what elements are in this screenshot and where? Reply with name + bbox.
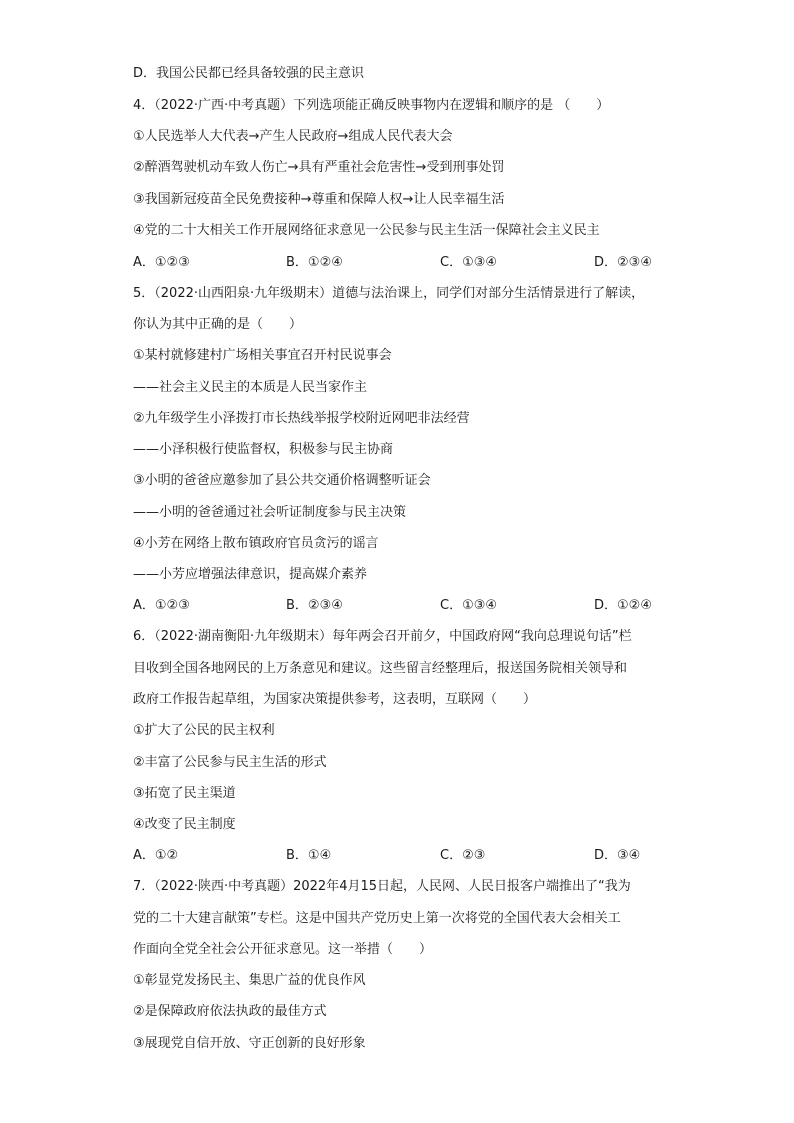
q4-option-c: C．①③④ [440, 255, 498, 270]
q6-stem-line-3: 政府工作报告起草组，为国家决策提供参考，这表明，互联网（ ） [133, 692, 537, 707]
q7-stem-line-3: 作面向全党全社会公开征求意见。这一举措（ ） [133, 942, 433, 957]
q6-statement-3: ③拓宽了民主渠道 [133, 786, 236, 801]
q6-option-d: D．③④ [594, 848, 641, 863]
q4-statement-2: ②醉酒驾驶机动车致人伤亡→具有严重社会危害性→受到刑事处罚 [133, 160, 505, 175]
q6-stem-line-2: 目收到全国各地网民的上万条意见和建议。这些留言经整理后，报送国务院相关领导和 [133, 661, 628, 676]
q4-statement-3: ③我国新冠疫苗全民免费接种→尊重和保障人权→让人民幸福生活 [133, 192, 505, 207]
q4-statement-4: ④党的二十大相关工作开展网络征求意见一公民参与民主生活一保障社会主义民主 [133, 223, 600, 238]
q3-option-d: D．我国公民都已经具备较强的民主意识 [133, 66, 365, 81]
q5-stem-line-2: 你认为其中正确的是（ ） [133, 317, 303, 332]
q5-option-b: B．②③④ [286, 598, 343, 613]
q6-statement-4: ④改变了民主制度 [133, 817, 236, 832]
q6-statement-2: ②丰富了公民参与民主生活的形式 [133, 755, 327, 770]
q5-statement-2-note: ——小泽积极行使监督权，积极参与民主协商 [133, 442, 394, 457]
q7-statement-3: ③展现党自信开放、守正创新的良好形象 [133, 1036, 366, 1051]
q5-statement-2: ②九年级学生小泽拨打市长热线举报学校附近网吧非法经营 [133, 411, 470, 426]
q5-statement-4: ④小芳在网络上散布镇政府官员贪污的谣言 [133, 536, 379, 551]
q7-stem-line-1: 7．（2022·陕西·中考真题）2022年4月15日起，人民网、人民日报客户端推出了“我为 [133, 879, 631, 894]
q5-option-c: C．①③④ [440, 598, 498, 613]
q4-stem: 4．（2022·广西·中考真题）下列选项能正确反映事物内在逻辑和顺序的是 （ ） [133, 98, 610, 113]
q4-option-b: B．①②④ [286, 255, 343, 270]
q5-statement-4-note: ——小芳应增强法律意识，提高媒介素养 [133, 567, 368, 582]
q6-option-b: B．①④ [286, 848, 332, 863]
q7-statement-2: ②是保障政府依法执政的最佳方式 [133, 1004, 327, 1019]
q7-stem-line-2: 党的二十大建言献策”专栏。这是中国共产党历史上第一次将党的全国代表大会相关工 [133, 911, 621, 926]
q4-statement-1: ①人民选举人大代表→产生人民政府→组成人民代表大会 [133, 129, 453, 144]
q5-statement-1-note: ——社会主义民主的本质是人民当家作主 [133, 380, 368, 395]
q5-option-d: D．①②④ [594, 598, 652, 613]
q7-statement-1: ①彰显党发扬民主、集思广益的优良作风 [133, 973, 366, 988]
q5-statement-1: ①某村就修建村广场相关事宜召开村民说事会 [133, 348, 392, 363]
q4-option-a: A．①②③ [133, 255, 190, 270]
q5-statement-3-note: ——小明的爸爸通过社会听证制度参与民主决策 [133, 505, 407, 520]
q5-stem-line-1: 5．（2022·山西阳泉·九年级期末）道德与法治课上，同学们对部分生活情景进行了解读， [133, 286, 645, 301]
q6-option-a: A．①② [133, 848, 179, 863]
q5-option-a: A．①②③ [133, 598, 190, 613]
q6-stem-line-1: 6．（2022·湖南衡阳·九年级期末）每年两会召开前夕，中国政府网“我向总理说句话”栏 [133, 629, 632, 644]
q6-statement-1: ①扩大了公民的民主权利 [133, 723, 275, 738]
q4-option-d: D．②③④ [594, 255, 652, 270]
q6-option-c: C．②③ [440, 848, 486, 863]
q5-statement-3: ③小明的爸爸应邀参加了县公共交通价格调整听证会 [133, 473, 431, 488]
